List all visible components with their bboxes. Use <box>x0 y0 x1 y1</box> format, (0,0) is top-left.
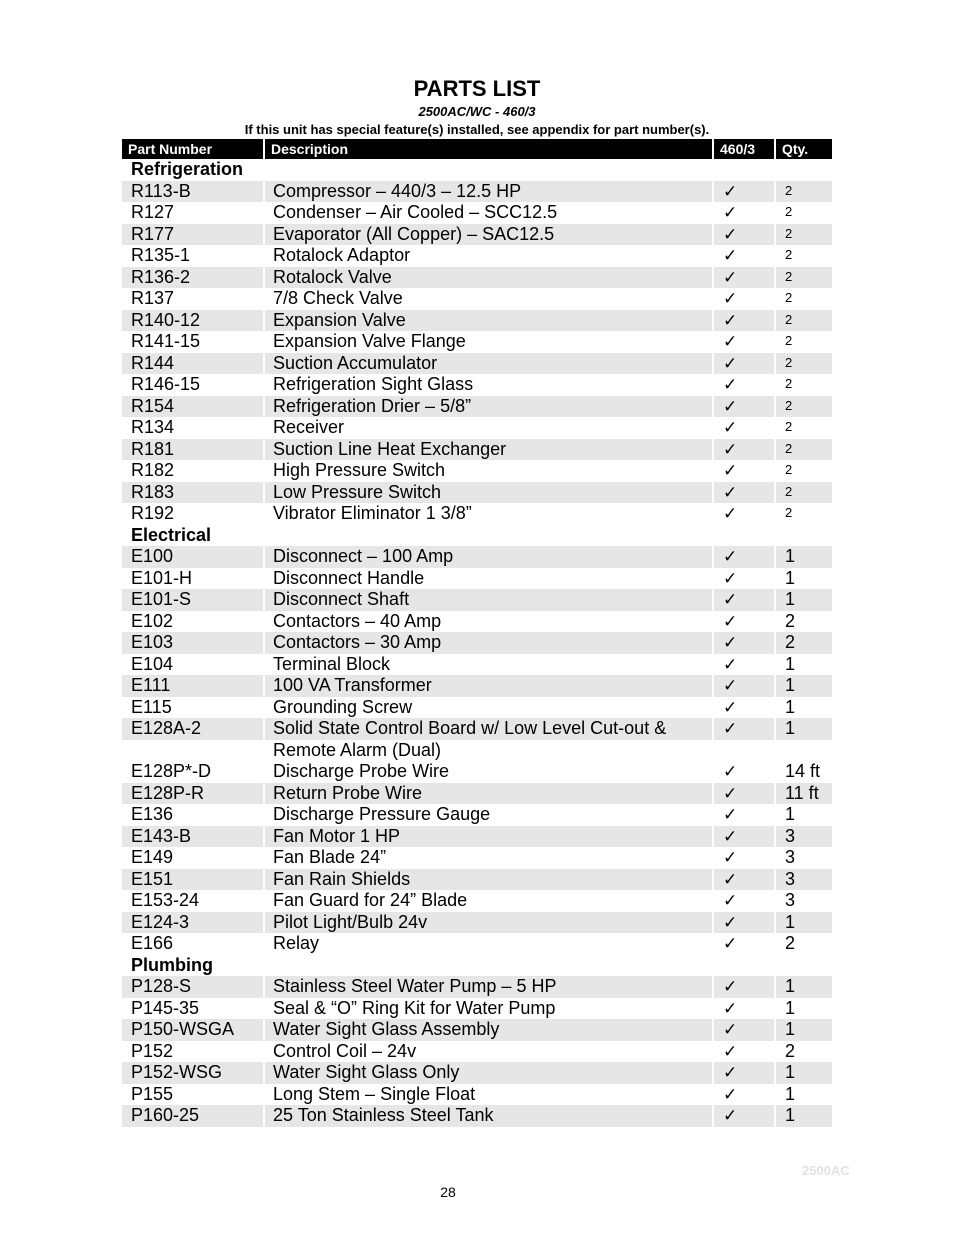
part-number: R146-15 <box>131 374 201 394</box>
table-row <box>122 847 832 869</box>
check-icon: ✓ <box>723 461 738 480</box>
part-number: P155 <box>131 1083 174 1104</box>
part-number: P150-WSGA <box>131 1019 235 1039</box>
table-row <box>122 460 832 482</box>
part-qty: 2 <box>785 632 796 652</box>
col-header-description: Description <box>265 139 712 159</box>
check-icon: ✓ <box>723 267 738 287</box>
part-qty: 1 <box>785 804 796 824</box>
part-number: E111 <box>131 675 171 695</box>
part-number: R136-2 <box>131 266 191 287</box>
check-icon: ✓ <box>723 418 738 437</box>
part-number: R192 <box>131 503 175 523</box>
part-number: E128A-2 <box>131 718 202 738</box>
part-description: Water Sight Glass Only <box>273 1062 460 1082</box>
table-row <box>122 804 832 826</box>
part-qty: 3 <box>785 890 796 910</box>
part-description: Contactors – 30 Amp <box>273 632 442 652</box>
section-title: Refrigeration <box>131 159 244 179</box>
part-description: Low Pressure Switch <box>273 481 442 502</box>
table-row <box>122 546 832 568</box>
part-number: E136 <box>131 804 174 824</box>
page-title: PARTS LIST <box>413 76 541 101</box>
part-qty: 2 <box>785 933 796 953</box>
part-qty: 3 <box>785 825 796 846</box>
table-row <box>122 890 832 912</box>
part-number: P152-WSG <box>131 1062 223 1082</box>
table-row <box>122 826 832 848</box>
table-row <box>122 1041 832 1063</box>
part-description: Pilot Light/Bulb 24v <box>273 911 428 932</box>
appendix-note: If this unit has special feature(s) installed, see appendix for part number(s). <box>244 122 710 137</box>
part-description: Solid State Control Board w/ Low Level Cut-out & Remote Alarm (Dual) <box>273 718 667 760</box>
part-description: Fan Motor 1 HP <box>273 825 401 846</box>
part-description: Return Probe Wire <box>273 782 423 803</box>
part-qty: 1 <box>785 997 796 1018</box>
section-header <box>122 955 832 977</box>
check-icon: ✓ <box>723 633 738 652</box>
part-description: 7/8 Check Valve <box>273 288 403 308</box>
part-qty: 2 <box>785 204 793 219</box>
part-description: Suction Accumulator <box>273 352 438 373</box>
table-row <box>122 568 832 590</box>
check-icon: ✓ <box>723 1020 738 1039</box>
table-row <box>122 503 832 525</box>
table-row <box>122 245 832 267</box>
table-row <box>122 288 832 310</box>
check-icon: ✓ <box>723 246 738 265</box>
part-qty: 2 <box>785 225 793 241</box>
part-number: R183 <box>131 481 175 502</box>
section-title: Electrical <box>131 524 212 545</box>
part-description: Long Stem – Single Float <box>273 1083 476 1104</box>
table-row <box>122 912 832 934</box>
table-row <box>122 697 832 719</box>
part-number: R113-B <box>131 180 191 201</box>
check-icon: ✓ <box>723 1106 738 1125</box>
model-watermark: 2500AC <box>802 1163 850 1178</box>
part-number: P160-25 <box>131 1105 200 1125</box>
part-number: E128P*-D <box>131 761 212 781</box>
part-qty: 1 <box>785 653 796 674</box>
part-description: 100 VA Transformer <box>273 675 432 695</box>
part-description: Discharge Probe Wire <box>273 761 450 781</box>
parts-table <box>122 139 832 1127</box>
check-icon: ✓ <box>723 482 738 502</box>
part-description: Relay <box>273 933 320 953</box>
part-number: E128P-R <box>131 782 205 803</box>
part-description: Refrigeration Sight Glass <box>273 374 474 394</box>
part-description: Control Coil – 24v <box>273 1040 417 1061</box>
table-row <box>122 761 832 783</box>
table-row <box>122 267 832 289</box>
col-header-voltage: 460/3 <box>714 139 774 159</box>
part-description: Discharge Pressure Gauge <box>273 804 491 824</box>
check-icon: ✓ <box>723 439 738 459</box>
table-body <box>122 159 832 1127</box>
table-row <box>122 611 832 633</box>
table-row <box>122 310 832 332</box>
table-row <box>122 654 832 676</box>
part-number: E153-24 <box>131 890 200 910</box>
table-row <box>122 632 832 654</box>
part-qty: 11 ft <box>785 782 819 803</box>
part-qty: 14 ft <box>785 761 821 781</box>
part-number: R141-15 <box>131 331 201 351</box>
check-icon: ✓ <box>723 977 738 996</box>
check-icon: ✓ <box>723 1084 738 1104</box>
check-icon: ✓ <box>723 934 738 953</box>
part-qty: 2 <box>785 1040 796 1061</box>
part-qty: 3 <box>785 847 796 867</box>
part-number: E149 <box>131 847 174 867</box>
part-qty: 2 <box>785 505 793 520</box>
part-qty: 1 <box>785 589 796 609</box>
part-description: Contactors – 40 Amp <box>273 610 442 631</box>
check-icon: ✓ <box>723 611 738 631</box>
check-icon: ✓ <box>723 654 738 674</box>
part-description: Rotalock Adaptor <box>273 245 411 265</box>
check-icon: ✓ <box>723 289 738 308</box>
part-description: Disconnect Shaft <box>273 589 410 609</box>
part-qty: 2 <box>785 397 793 413</box>
part-number: P152 <box>131 1040 174 1061</box>
part-qty: 1 <box>785 976 796 996</box>
part-number: R144 <box>131 352 175 373</box>
table-row <box>122 976 832 998</box>
part-qty: 1 <box>785 1019 796 1039</box>
check-icon: ✓ <box>723 375 738 394</box>
part-qty: 1 <box>785 1083 796 1104</box>
part-description: Receiver <box>273 417 345 437</box>
check-icon: ✓ <box>723 568 738 588</box>
check-icon: ✓ <box>723 1063 738 1082</box>
table-row <box>122 718 832 761</box>
part-description: 25 Ton Stainless Steel Tank <box>273 1105 494 1125</box>
part-description: Expansion Valve <box>273 309 406 330</box>
part-description: High Pressure Switch <box>273 460 446 480</box>
table-row <box>122 869 832 891</box>
part-description: Terminal Block <box>273 653 391 674</box>
part-description: Rotalock Valve <box>273 266 392 287</box>
table-row <box>122 933 832 955</box>
check-icon: ✓ <box>723 697 738 717</box>
part-number: R127 <box>131 202 175 222</box>
part-qty: 2 <box>785 182 793 198</box>
part-description: Stainless Steel Water Pump – 5 HP <box>273 976 557 996</box>
check-icon: ✓ <box>723 1041 738 1061</box>
part-qty: 2 <box>785 311 793 327</box>
table-row <box>122 1062 832 1084</box>
part-qty: 1 <box>785 675 796 695</box>
table-row <box>122 353 832 375</box>
part-qty: 2 <box>785 462 793 477</box>
part-qty: 1 <box>785 1062 796 1082</box>
part-qty: 1 <box>785 718 796 738</box>
part-description: Compressor – 440/3 – 12.5 HP <box>273 180 522 201</box>
check-icon: ✓ <box>723 891 738 910</box>
check-icon: ✓ <box>723 203 738 222</box>
table-row <box>122 1084 832 1106</box>
part-description: Refrigeration Drier – 5/8” <box>273 395 472 416</box>
part-qty: 2 <box>785 354 793 370</box>
part-number: E100 <box>131 546 174 566</box>
check-icon: ✓ <box>723 504 738 523</box>
part-number: P145-35 <box>131 997 200 1018</box>
part-number: R154 <box>131 395 175 416</box>
table-row <box>122 224 832 246</box>
check-icon: ✓ <box>723 224 738 244</box>
part-number: R140-12 <box>131 309 201 330</box>
check-icon: ✓ <box>723 332 738 351</box>
part-number: E102 <box>131 610 174 631</box>
col-header-qty: Qty. <box>776 139 832 159</box>
part-qty: 3 <box>785 868 796 889</box>
table-header <box>122 139 832 159</box>
part-number: R137 <box>131 288 175 308</box>
table-row <box>122 589 832 611</box>
part-qty: 1 <box>785 911 796 932</box>
check-icon: ✓ <box>723 805 738 824</box>
table-row <box>122 181 832 203</box>
part-number: R181 <box>131 438 175 459</box>
check-icon: ✓ <box>723 762 738 781</box>
part-qty: 2 <box>785 440 793 456</box>
check-icon: ✓ <box>723 310 738 330</box>
part-description: Fan Guard for 24” Blade <box>273 890 468 910</box>
part-number: R135-1 <box>131 245 191 265</box>
part-qty: 1 <box>785 567 796 588</box>
check-icon: ✓ <box>723 869 738 889</box>
check-icon: ✓ <box>723 783 738 803</box>
part-qty: 2 <box>785 483 793 499</box>
part-number: E166 <box>131 933 174 953</box>
part-description: Expansion Valve Flange <box>273 331 466 351</box>
part-number: E104 <box>131 653 174 674</box>
part-qty: 2 <box>785 333 793 348</box>
check-icon: ✓ <box>723 998 738 1018</box>
part-number: R177 <box>131 223 175 244</box>
part-description: Vibrator Eliminator 1 3/8” <box>273 503 472 523</box>
part-qty: 2 <box>785 610 796 631</box>
part-qty: 2 <box>785 247 793 262</box>
col-header-part-number: Part Number <box>122 139 263 159</box>
part-description: Condenser – Air Cooled – SCC12.5 <box>273 202 558 222</box>
part-description: Seal & “O” Ring Kit for Water Pump <box>273 997 556 1018</box>
part-number: E124-3 <box>131 911 190 932</box>
part-qty: 1 <box>785 546 796 566</box>
part-number: R134 <box>131 417 175 437</box>
part-number: E143-B <box>131 825 192 846</box>
check-icon: ✓ <box>723 396 738 416</box>
table-row <box>122 675 832 697</box>
table-row <box>122 439 832 461</box>
section-header <box>122 159 832 181</box>
part-description: Disconnect – 100 Amp <box>273 546 454 566</box>
table-row <box>122 202 832 224</box>
part-number: E103 <box>131 632 174 652</box>
section-header <box>122 525 832 547</box>
table-row <box>122 396 832 418</box>
part-number: R182 <box>131 460 175 480</box>
part-description: Water Sight Glass Assembly <box>273 1019 500 1039</box>
part-number: E115 <box>131 696 172 717</box>
check-icon: ✓ <box>723 848 738 867</box>
table-row <box>122 374 832 396</box>
part-number: E101-H <box>131 567 193 588</box>
part-description: Fan Blade 24” <box>273 847 387 867</box>
check-icon: ✓ <box>723 353 738 373</box>
check-icon: ✓ <box>723 590 738 609</box>
part-qty: 2 <box>785 290 793 305</box>
part-description: Fan Rain Shields <box>273 868 411 889</box>
check-icon: ✓ <box>723 547 738 566</box>
check-icon: ✓ <box>723 676 738 695</box>
table-row <box>122 417 832 439</box>
part-qty: 2 <box>785 419 793 434</box>
part-number: E101-S <box>131 589 192 609</box>
page-number: 28 <box>440 1184 456 1200</box>
check-icon: ✓ <box>723 826 738 846</box>
part-description: Evaporator (All Copper) – SAC12.5 <box>273 223 555 244</box>
part-qty: 2 <box>785 376 793 391</box>
check-icon: ✓ <box>723 181 738 201</box>
part-qty: 1 <box>785 1105 796 1125</box>
table-row <box>122 1105 832 1127</box>
section-title: Plumbing <box>131 954 213 975</box>
part-qty: 2 <box>785 268 793 284</box>
part-description: Suction Line Heat Exchanger <box>273 438 507 459</box>
part-qty: 1 <box>785 696 796 717</box>
part-description: Disconnect Handle <box>273 567 425 588</box>
check-icon: ✓ <box>723 719 738 738</box>
page-subtitle: 2500AC/WC - 460/3 <box>418 104 536 119</box>
table-row <box>122 331 832 353</box>
part-description: Grounding Screw <box>273 696 413 717</box>
part-number: E151 <box>131 868 174 889</box>
check-icon: ✓ <box>723 912 738 932</box>
table-row <box>122 1019 832 1041</box>
part-number: P128-S <box>131 976 192 996</box>
table-row <box>122 783 832 805</box>
table-row <box>122 482 832 504</box>
table-row <box>122 998 832 1020</box>
